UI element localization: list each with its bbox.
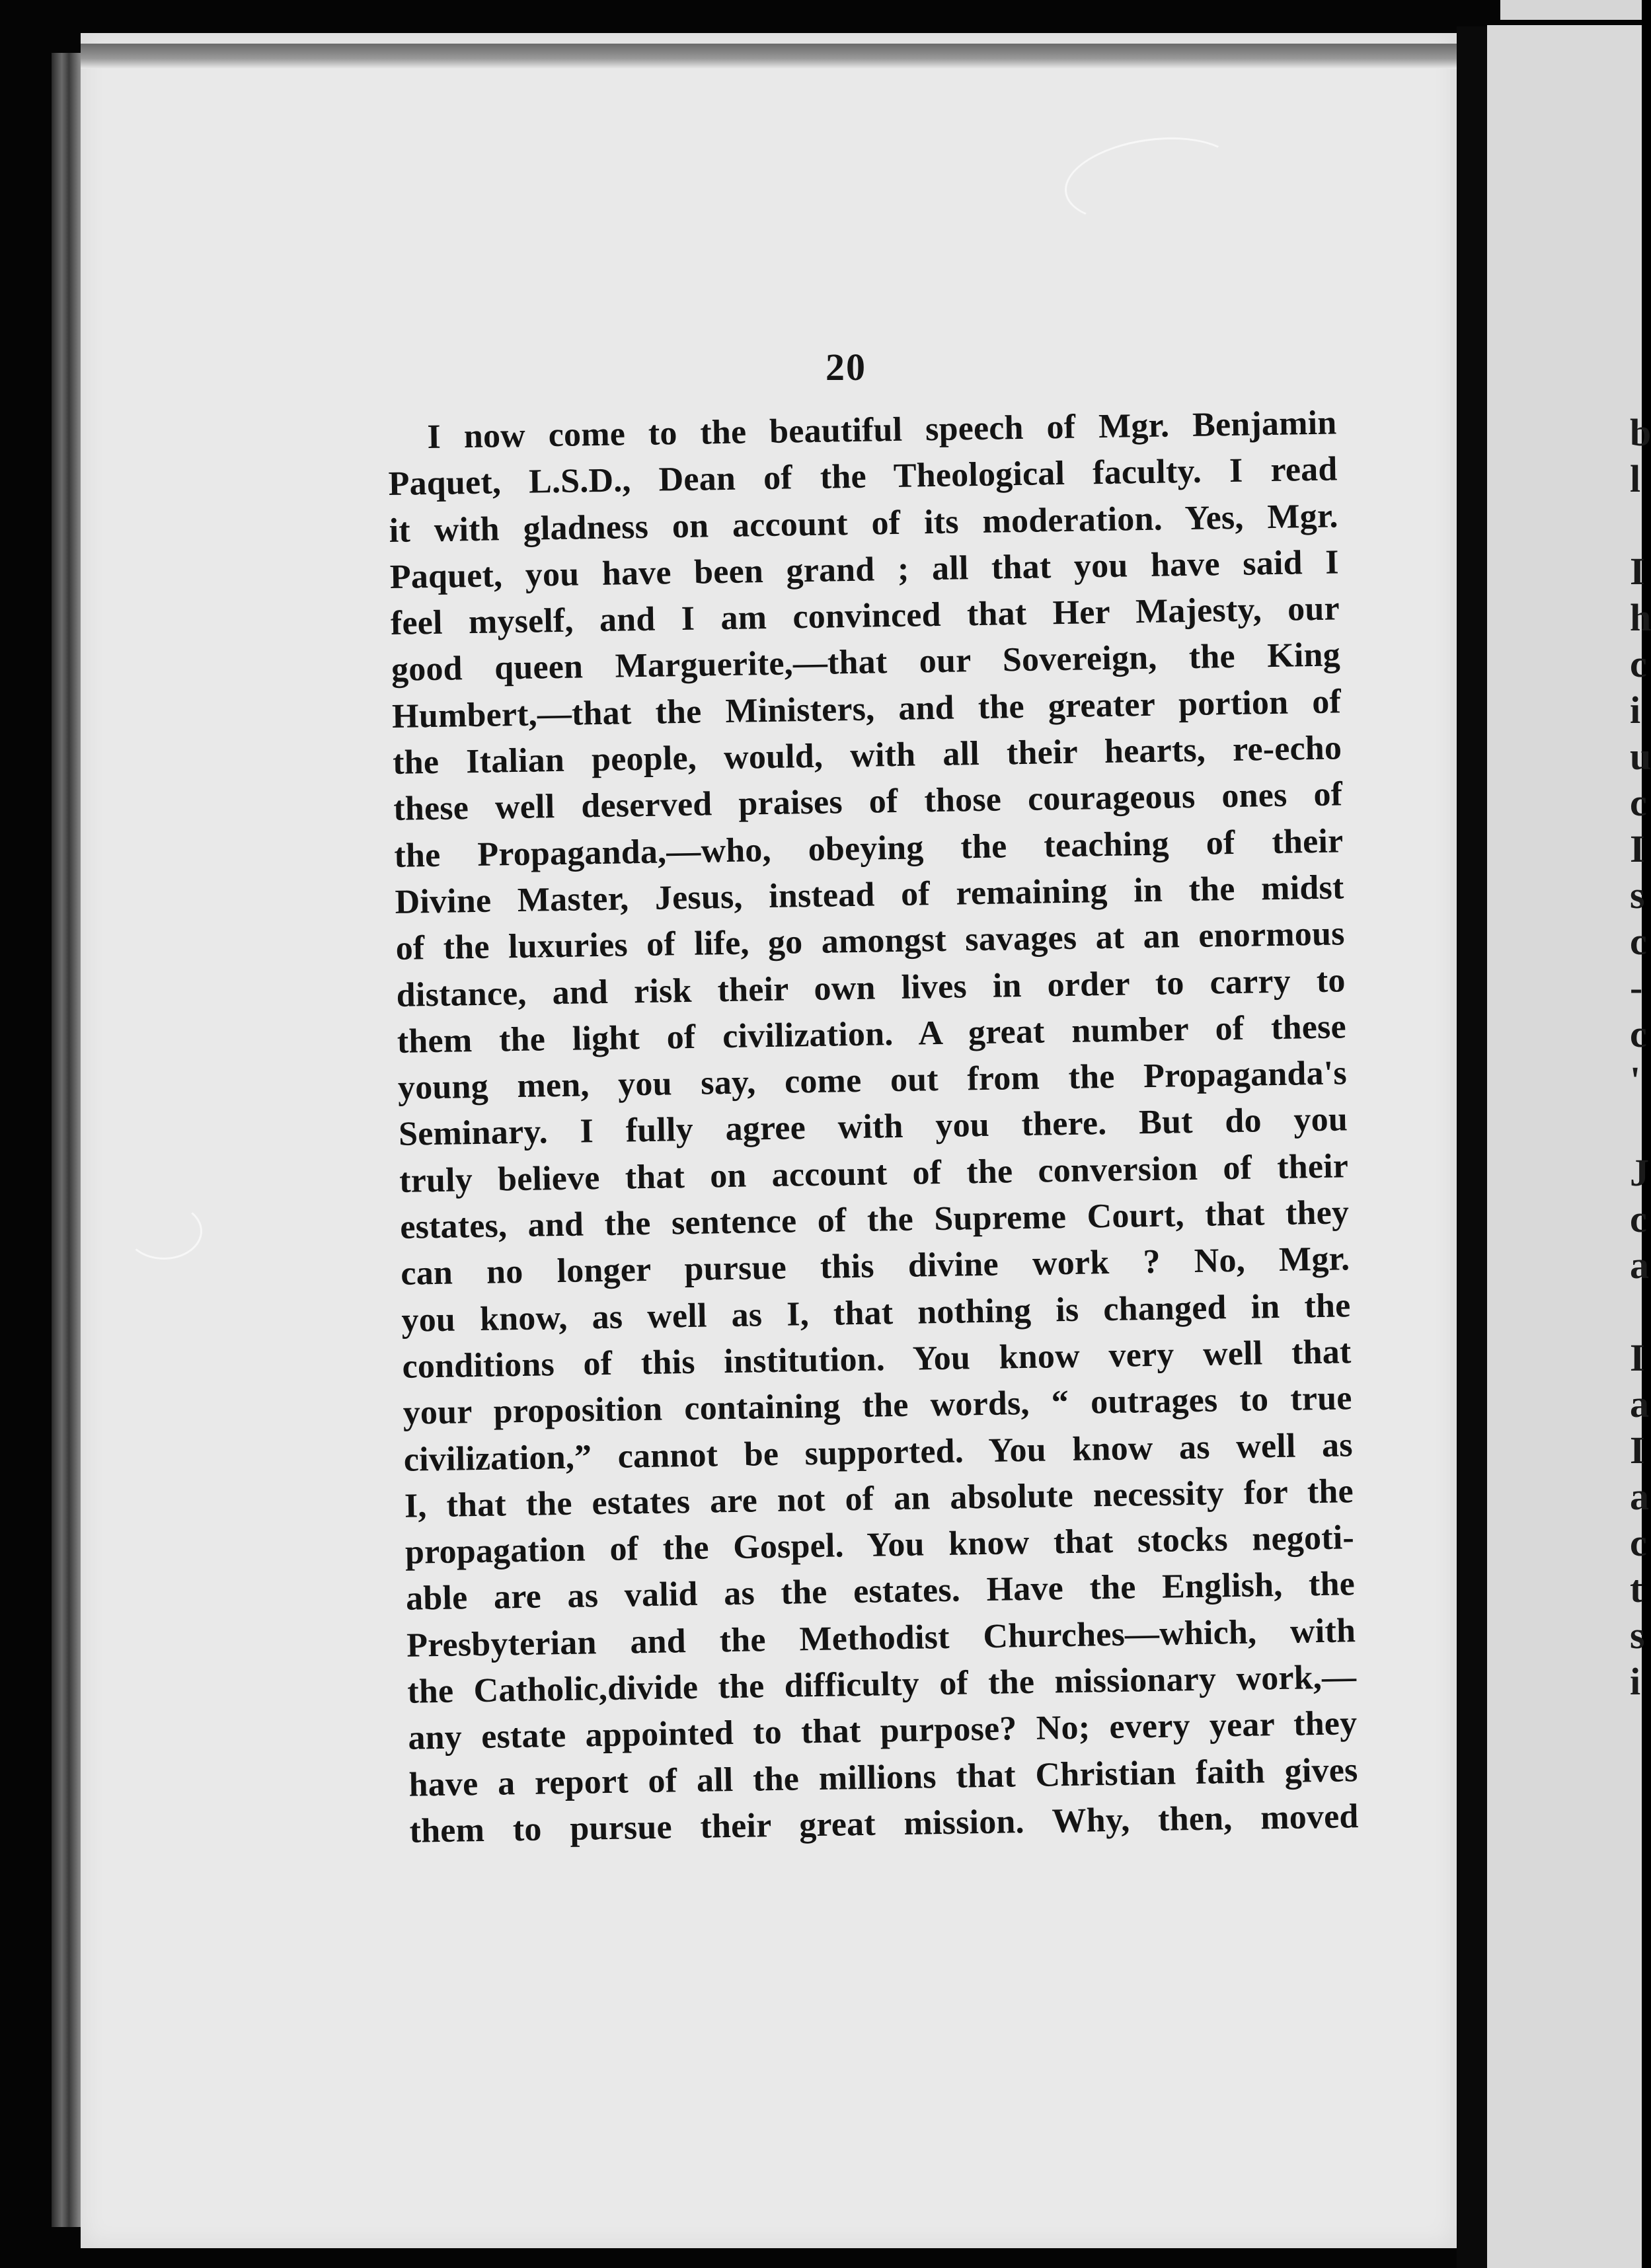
text-line: any estate appointed to that purpose? No; every year they [408,1704,1358,1758]
text-line: I now come to the beautiful speech of Mgr. Benjamin [427,404,1337,457]
text-line: young men, you say, come out from the Propaganda's [397,1054,1348,1108]
text-line: feel myself, and I am convinced that Her Majesty, our [390,589,1340,643]
text-line: your proposition containing the words, “ outrages to true [403,1379,1353,1433]
text-line: distance, and risk their own lives in order to carry to [396,961,1346,1014]
text-line: of the luxuries of life, go amongst savages at an enormous [395,915,1345,968]
text-line: can no longer pursue this divine work ? No, Mgr. [400,1240,1350,1293]
facing-page [1487,25,1651,2268]
text-line: the Italian people, would, with all their hearts, re-echo [392,729,1342,782]
text-line: Paquet, L.S.D., Dean of the Theological faculty. I read [388,450,1338,504]
text-line: them the light of civilization. A great number of these [397,1008,1347,1061]
page-top-shadow [81,44,1457,69]
book-gutter [1457,26,1487,2268]
text-line: these well deserved praises of those courageous ones of [393,775,1343,829]
text-line: it with gladness on account of its moderation. Yes, Mgr. [389,497,1339,550]
text-line: Humbert,—that the Ministers, and the greater portion of [391,683,1342,736]
text-line: conditions of this institution. You know very well that [402,1333,1352,1386]
text-line: propagation of the Gospel. You know that stocks negoti- [404,1519,1355,1571]
body-text [387,400,1359,1854]
text-line: Presbyterian and the Methodist Churches—which, with [406,1611,1356,1665]
text-line: truly believe that on account of the conversion of their [399,1147,1349,1200]
text-line: Seminary. I fully agree with you there. But do you [398,1100,1348,1154]
text-line: Paquet, you have been grand ; all that you have said I [389,543,1340,596]
scan-artifact-mark [126,1203,202,1260]
text-line: the Catholic,divide the difficulty of the missionary work,— [406,1658,1357,1711]
text-line: I, that the estates are not of an absolute necessity for the [404,1472,1354,1525]
facing-page-text-fragment: b l I h c i u c I s c - c ' J c a I a I a c t s i [1630,411,1651,1703]
text-line: civilization,” cannot be supported. You know as well as [403,1425,1354,1479]
text-line: estates, and the sentence of the Supreme Court, that they [399,1193,1350,1246]
text-line: them to pursue their great mission. Why, then, moved [409,1797,1359,1850]
facing-page-top [1500,0,1642,20]
text-line: Divine Master, Jesus, instead of remaining in the midst [395,868,1344,921]
text-line: the Propaganda,—who, obeying the teaching of their [394,822,1344,875]
text-line: good queen Marguerite,—that our Sovereign, the King [391,636,1341,689]
text-line: you know, as well as I, that nothing is changed in the [401,1286,1351,1340]
text-line: have a report of all the millions that Christian faith gives [408,1751,1358,1804]
book-spine-edge [52,53,81,2227]
text-line: able are as valid as the estates. Have the English, the [405,1565,1356,1618]
page-number: 20 [826,346,866,389]
